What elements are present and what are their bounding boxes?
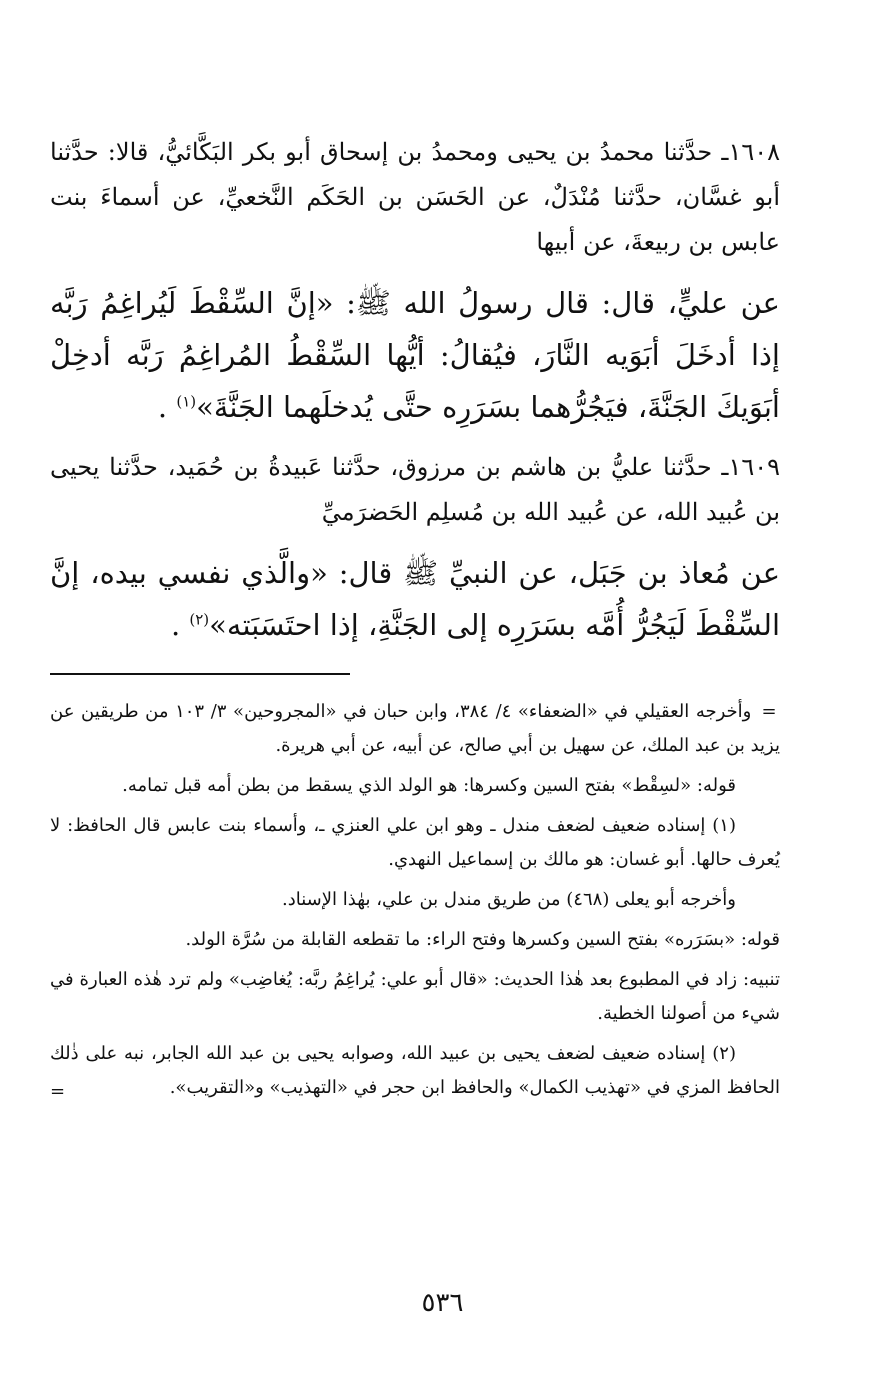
page-body [50, 130, 780, 1102]
footnote-divider [50, 673, 350, 675]
footnote-ref-2[interactable]: (٢) [189, 610, 210, 629]
footnote-2: (٢) إسناده ضعيف لضعف يحيى بن عبيد الله، وصوابه يحيى بن عبد الله الجابر، نبه على ذٰلك الحافظ المزي في «تهذيب الكمال» والحافظ ابن حجر في «التهذيب» و«التقريب». [50, 1043, 780, 1098]
footnotes [50, 695, 780, 1102]
page-number: ٥٣٦ [421, 1288, 464, 1318]
hadith-1608-matn-text: عن عليٍّ، قال: قال رسولُ الله ﷺ: «إنَّ السِّقْطَ لَيُراغِمُ رَبَّه إذا أدخَلَ أبَوَيه النَّارَ، فيُقالُ: أيُّها السِّقْطُ المُراغِمُ رَبَّه أدخِلْ أبَوَيكَ الجَنَّةَ، فيَجُرُّهما بسَرَرِه حتَّى يُدخلَهما الجَنَّةَ» [50, 286, 780, 424]
footnote-1-para-2: وأخرجه أبو يعلى (٤٦٨) من طريق مندل بن علي، بهٰذا الإسناد. [282, 889, 736, 910]
main-text [50, 130, 780, 651]
hadith-1609-matn-block [50, 547, 780, 651]
footnote-1-para-1: (١) إسناده ضعيف لضعف مندل ـ وهو ابن علي العنزي ـ، وأسماء بنت عابس قال الحافظ: لا يُعرف حالها. أبو غسان: هو مالك بن إسماعيل النهدي. [50, 815, 780, 870]
hadith-1608-isnad: ١٦٠٨ـ حدَّثنا محمدُ بن يحيى ومحمدُ بن إسحاق أبو بكر البَكَّائيُّ، قالا: حدَّثنا أبو غسَّان، حدَّثنا مُنْدَلٌ، عن الحَسَن بن الحَكَم النَّخعيِّ، عن أسماءَ بنت عابس بن ربيعةَ، عن أبيها [50, 138, 780, 256]
continuation-mark: = [761, 701, 777, 722]
hadith-1608-isnad-block [50, 130, 780, 265]
hadith-1609-isnad-block [50, 445, 780, 535]
footnote-continuation-2: قوله: «لسِقْط» بفتح السين وكسرها: هو الولد الذي يسقط من بطن أمه قبل تمامه. [122, 775, 736, 796]
hadith-1608-period: . [157, 390, 168, 424]
hadith-1608-matn [50, 277, 780, 433]
footnote-1-para-3: قوله: «بسَرَره» بفتح السين وكسرها وفتح الراء: ما تقطعه القابلة من سُرَّة الولد. [185, 929, 780, 950]
continuation-end-mark: = [50, 1081, 66, 1102]
hadith-1608-matn-block [50, 277, 780, 433]
hadith-1609-matn [50, 547, 780, 651]
footnote-continuation [50, 695, 780, 763]
hadith-1609-period: . [170, 608, 181, 642]
footnote-1-para-4: تنبيه: زاد في المطبوع بعد هٰذا الحديث: «قال أبو علي: يُراغِمُ ربَّه: يُغاضِب» ولم ترد هٰذه العبارة في شيء من أصولنا الخطية. [50, 969, 780, 1024]
hadith-1609-matn-text: عن مُعاذ بن جَبَل، عن النبيِّ ﷺ قال: «والَّذي نفسي بيده، إنَّ السِّقْطَ لَيَجُرُّ أُمَّه بسَرَرِه إلى الجَنَّةِ، إذا احتَسَبَته» [50, 556, 780, 642]
footnote-continuation-text: وأخرجه العقيلي في «الضعفاء» ٤/ ٣٨٤، وابن حبان في «المجروحين» ٣/ ١٠٣ من طريقين عن يزيد بن عبد الملك، عن سهيل بن أبي صالح، عن أبيه، عن أبي هريرة. [50, 701, 780, 756]
footnote-ref-1[interactable]: (١) [176, 392, 197, 411]
hadith-1609-isnad: ١٦٠٩ـ حدَّثنا عليُّ بن هاشم بن مرزوق، حدَّثنا عَبيدةُ بن حُمَيد، حدَّثنا يحيى بن عُبيد الله، عن عُبيد الله بن مُسلِم الحَضرَميِّ [50, 453, 780, 526]
